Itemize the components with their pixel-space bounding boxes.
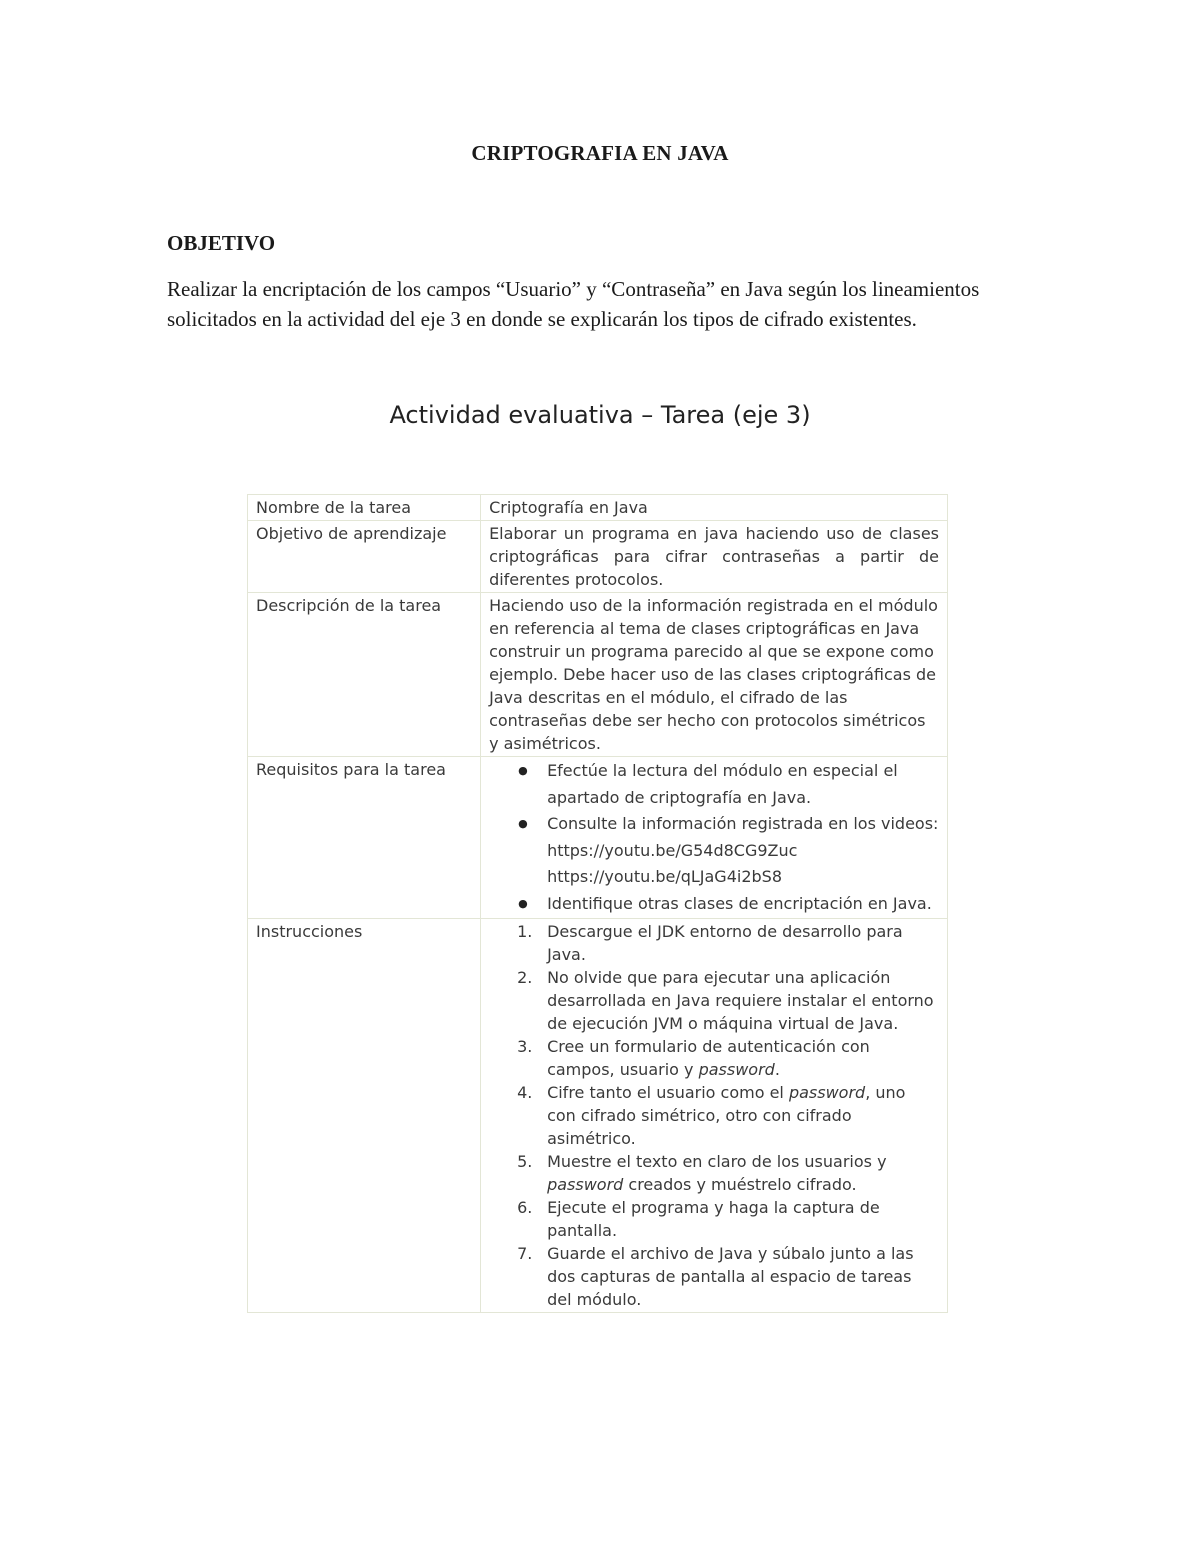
- activity-title: Actividad evaluativa – Tarea (eje 3): [389, 401, 811, 429]
- table-row-objective: [248, 521, 948, 593]
- objective-heading: OBJETIVO: [167, 231, 276, 255]
- learning-objective-label: Objetivo de aprendizaje: [248, 521, 481, 593]
- page-title: CRIPTOGRAFIA EN JAVA: [471, 141, 729, 165]
- list-item: ● Consulte la información registrada en los videos: https://youtu.be/G54d8CG9Zuc https://youtu.be/qLJaG4i2bS8: [489, 811, 939, 891]
- requirements-list: [489, 758, 939, 917]
- list-item: [489, 1035, 939, 1081]
- instruction-text: Descargue el JDK entorno de desarrollo para Java.: [547, 922, 903, 964]
- list-item: [489, 1150, 939, 1196]
- instruction-text: Guarde el archivo de Java y súbalo junto a las dos capturas de pantalla al espacio de tareas del módulo.: [547, 1244, 914, 1309]
- requirements-value: [481, 757, 948, 919]
- instruction-text: Ejecute el programa y haga la captura de pantalla.: [547, 1198, 880, 1240]
- table-row-requirements: [248, 757, 948, 919]
- list-item: [489, 1242, 939, 1311]
- table-row-description: [248, 593, 948, 757]
- instructions-label: Instrucciones: [248, 919, 481, 1313]
- instruction-text-end: .: [774, 1060, 780, 1079]
- instruction-text: Cifre tanto el usuario como el: [547, 1083, 789, 1102]
- instruction-text-end: , uno con cifrado simétrico, otro con cifrado asimétrico.: [547, 1083, 906, 1148]
- list-item: [489, 1196, 939, 1242]
- table-row-instructions: [248, 919, 948, 1313]
- list-number: 1.: [517, 922, 533, 941]
- task-table: [247, 494, 948, 1313]
- list-item: ● Efectúe la lectura del módulo en especial el apartado de criptografía en Java.: [489, 758, 939, 811]
- learning-objective-value: Elaborar un programa en java haciendo uso de clases criptográficas para cifrar contraseñas a partir de diferentes protocolos.: [481, 521, 948, 593]
- instruction-text: No olvide que para ejecutar una aplicación desarrollada en Java requiere instalar el entorno de ejecución JVM o máquina virtual de Java.: [547, 968, 934, 1033]
- objective-text: Realizar la encriptación de los campos “Usuario” y “Contraseña” en Java según los lineamientos solicitados en la actividad del eje 3 en donde se explicarán los tipos de cifrado existentes.: [167, 277, 980, 331]
- task-name-label: Nombre de la tarea: [248, 495, 481, 521]
- instruction-text-end: creados y muéstrelo cifrado.: [623, 1175, 857, 1194]
- table-row-name: [248, 495, 948, 521]
- list-item: [489, 1081, 939, 1150]
- list-item: ● Identifique otras clases de encriptación en Java.: [489, 891, 939, 918]
- list-number: 6.: [517, 1198, 533, 1217]
- task-name-value: Criptografía en Java: [481, 495, 948, 521]
- list-number: 2.: [517, 968, 533, 987]
- list-number: 4.: [517, 1083, 533, 1102]
- instruction-emphasis: password: [698, 1060, 775, 1079]
- list-item: [489, 920, 939, 966]
- list-number: 3.: [517, 1037, 533, 1056]
- instruction-emphasis: password: [547, 1175, 624, 1194]
- list-number: 7.: [517, 1244, 533, 1263]
- requirements-label: Requisitos para la tarea: [248, 757, 481, 919]
- instruction-text: Muestre el texto en claro de los usuarios y: [547, 1152, 887, 1171]
- list-item: [489, 966, 939, 1035]
- instruction-emphasis: password: [788, 1083, 866, 1102]
- instructions-value: [481, 919, 948, 1313]
- instructions-list: [489, 920, 939, 1311]
- task-description-value: Haciendo uso de la información registrada en el módulo en referencia al tema de clases criptográficas en Java construir un programa parecido al que se expone como ejemplo. Debe hacer uso de las clases criptográficas de Java descritas en el módulo, el cifrado de las contraseñas debe ser hecho con protocolos simétricos y asimétricos.: [481, 593, 948, 757]
- task-description-label: Descripción de la tarea: [248, 593, 481, 757]
- list-number: 5.: [517, 1152, 533, 1171]
- instruction-text: Cree un formulario de autenticación con campos, usuario y: [547, 1037, 870, 1079]
